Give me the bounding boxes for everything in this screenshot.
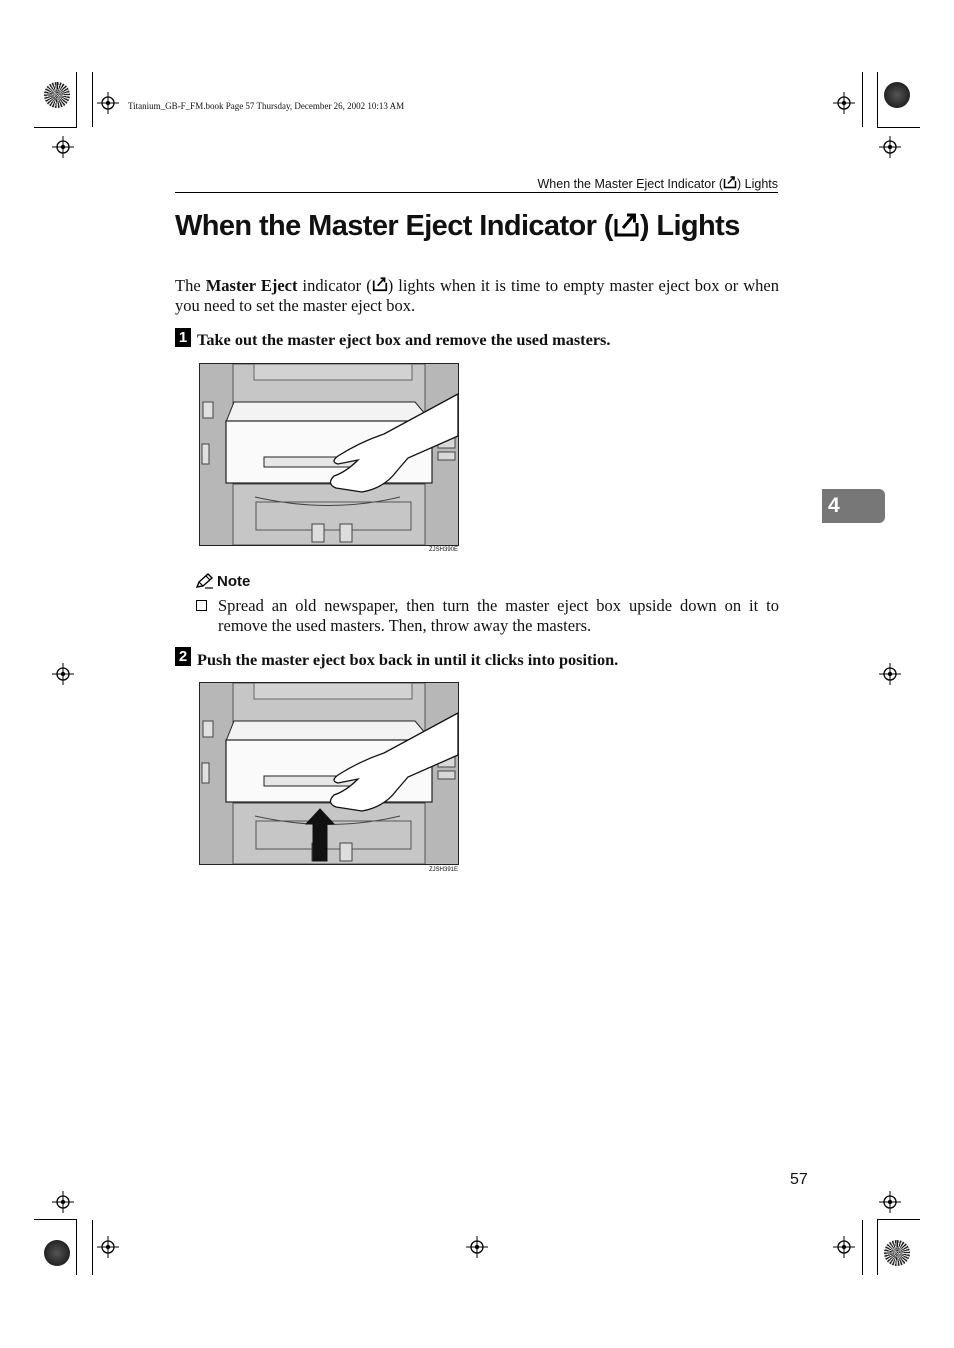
registration-mark-icon <box>97 92 119 114</box>
figure-code-1: ZJSH390E <box>429 547 459 553</box>
step-number-2: 2 <box>175 647 191 666</box>
chapter-tab: 4 <box>822 489 885 523</box>
color-rosette-icon <box>884 82 910 108</box>
figure-code-2: ZJSH391E <box>429 867 459 873</box>
step-text-2: Push the master eject box back in until it clicks into position. <box>197 650 619 669</box>
page-number: 57 <box>790 1171 808 1188</box>
registration-mark-icon <box>833 92 855 114</box>
registration-mark-icon <box>879 136 901 158</box>
running-head-text-end: ) Lights <box>737 177 778 191</box>
intro-middle: indicator ( <box>297 276 372 295</box>
color-rosette-icon <box>44 1240 70 1266</box>
eject-box-removal-drawing <box>200 364 458 545</box>
master-eject-icon <box>723 175 737 189</box>
running-head <box>175 175 778 191</box>
note-item-1: Spread an old newspaper, then turn the master eject box upside down on it to remove the used masters. Then, throw away the masters. <box>218 596 779 635</box>
step-number-1: 1 <box>175 328 191 347</box>
intro-paragraph <box>175 276 779 315</box>
registration-mark-icon <box>833 1236 855 1258</box>
intro-lead: The <box>175 276 206 295</box>
illustration-push-eject-box <box>199 682 459 865</box>
page-title-text-end: ) Lights <box>639 210 740 242</box>
note-bullet-checkbox <box>196 600 207 611</box>
registration-mark-icon <box>879 1191 901 1213</box>
pencil-icon <box>196 573 214 589</box>
registration-mark-icon <box>466 1236 488 1258</box>
registration-mark-icon <box>52 1191 74 1213</box>
registration-mark-icon <box>52 663 74 685</box>
eject-box-insertion-drawing <box>200 683 458 864</box>
registration-mark-icon <box>97 1236 119 1258</box>
color-rosette-icon <box>884 1240 910 1266</box>
note-heading <box>196 573 250 590</box>
registration-mark-icon <box>879 663 901 685</box>
page-title <box>175 210 740 243</box>
intro-rest: ) lights when it is time to empty master eject box or when you need to set the master eject box. <box>175 276 780 315</box>
master-eject-icon <box>613 211 640 238</box>
note-heading-text: Note <box>217 573 251 590</box>
registration-mark-icon <box>52 136 74 158</box>
running-head-text-start: When the Master Eject Indicator ( <box>537 177 723 191</box>
page-title-text-start: When the Master Eject Indicator ( <box>175 210 613 242</box>
color-rosette-icon <box>44 82 70 108</box>
illustration-remove-eject-box <box>199 363 459 546</box>
step-text-1: Take out the master eject box and remove the used masters. <box>197 330 611 349</box>
master-eject-icon <box>372 276 388 292</box>
intro-key-name: Master Eject <box>205 276 298 295</box>
header-rule <box>175 192 778 193</box>
print-info-line: Titanium_GB-F_FM.book Page 57 Thursday, December 26, 2002 10:13 AM <box>128 101 405 111</box>
